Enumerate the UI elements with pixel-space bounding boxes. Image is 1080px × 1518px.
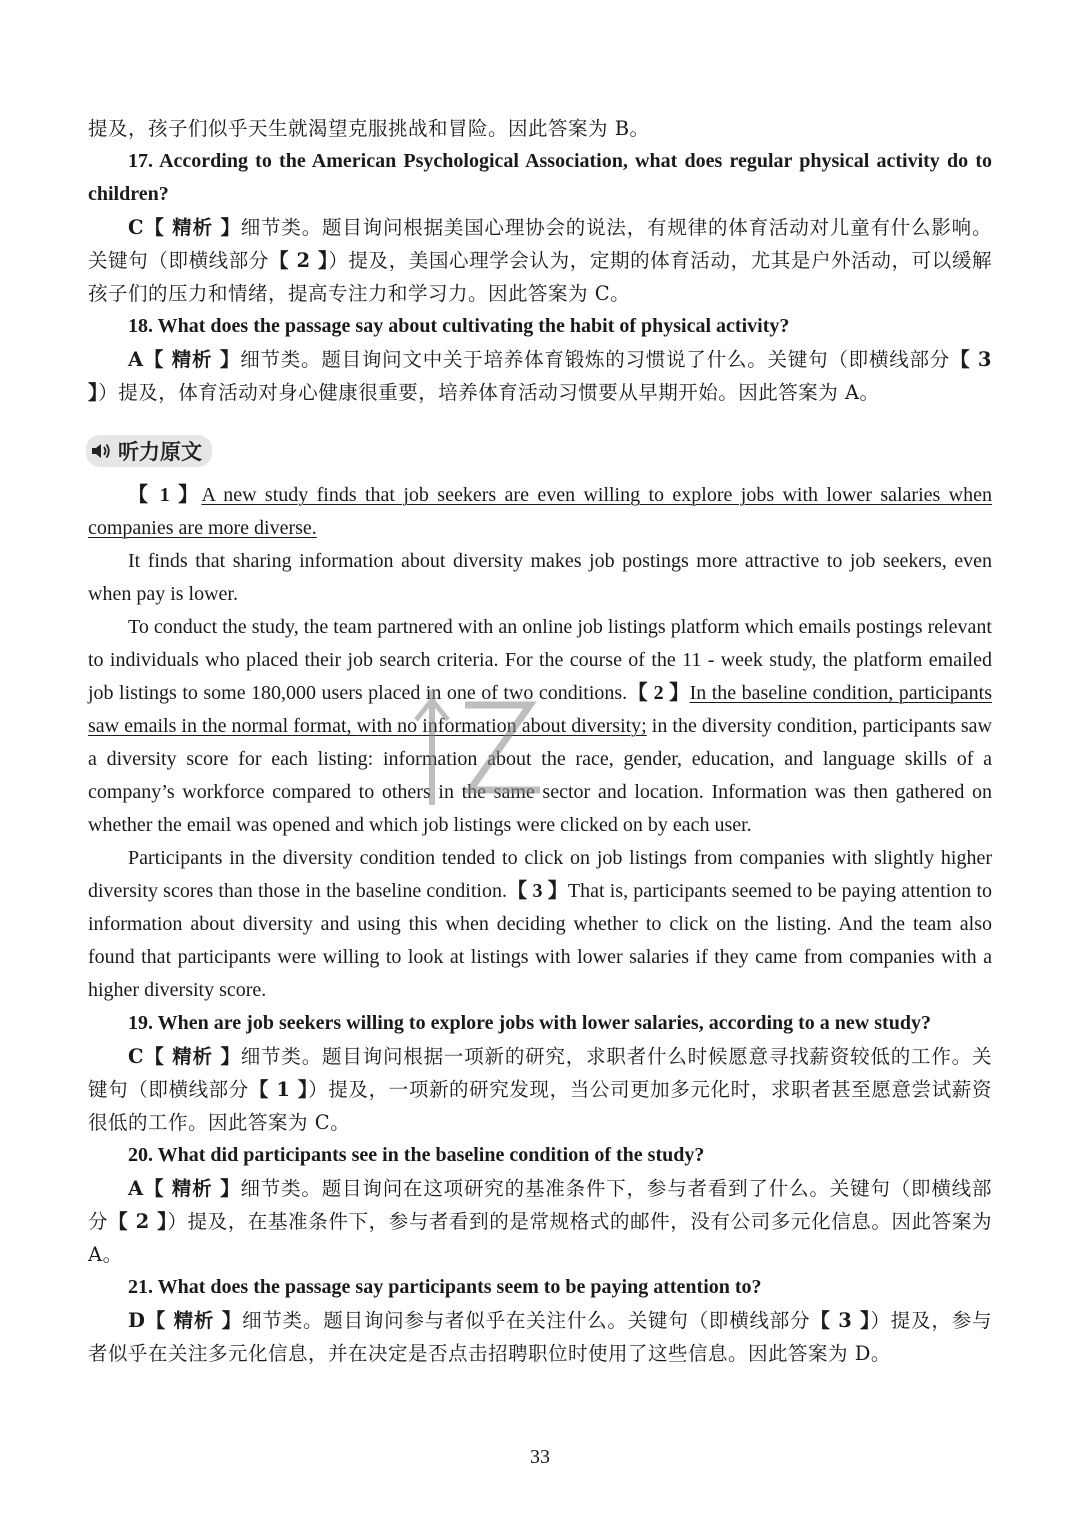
answer-letter: D — [128, 1309, 146, 1332]
transcript-paragraph-3 — [88, 611, 992, 842]
answer-letter: C — [128, 216, 145, 239]
paragraph-text: Participants in the diversity condition tended to click on job listings from companies with slightly higher diversity scores than those in the baseline condition. — [88, 847, 992, 902]
key-marker-2: 【 2 】 — [627, 682, 690, 704]
answer-18 — [88, 343, 992, 409]
analysis-tag: 【 精析 】 — [145, 1309, 243, 1332]
question-17: 17. According to the American Psychological Association, what does regular physical activity do to children? — [88, 150, 992, 205]
answer-21 — [88, 1304, 992, 1370]
analysis-text: ）提及，一项新的研究发现，当公司更加多元化时，求职者甚至愿意尝试薪资很低的工作。因此答案为 C。 — [88, 1078, 992, 1134]
section-title: 听力原文 — [118, 440, 202, 464]
key-sentence-2: In the baseline condition, participants saw emails in the normal format, with no information about diversity; — [88, 682, 992, 737]
transcript-paragraph-2: It finds that sharing information about diversity makes job postings more attractive to job seekers, even when pay is lower. — [88, 550, 992, 605]
page-number: 33 — [530, 1446, 550, 1468]
paragraph-text: To conduct the study, the team partnered with an online job listings platform which emails postings relevant to individuals who placed their job search criteria. For the course of the 11 - week study, the platform emailed job listings to some 180,000 users placed in one of two conditions. — [88, 616, 992, 704]
section-header — [86, 435, 212, 467]
analysis-tag: 【 精析 】 — [143, 1177, 241, 1200]
key-ref: 【 3 】 — [88, 348, 992, 404]
analysis-text: 细节类。题目询问根据美国心理协会的说法，有规律的体育活动对儿童有什么影响。关键句（即横线部分 — [88, 216, 992, 272]
analysis-text: 细节类。题目询问在这项研究的基准条件下，参与者看到了什么。关键句（即横线部分 — [88, 1177, 992, 1233]
continuation-line: 提及，孩子们似乎天生就渴望克服挑战和冒险。因此答案为 B。 — [88, 117, 650, 140]
analysis-text: 细节类。题目询问根据一项新的研究，求职者什么时候愿意寻找薪资较低的工作。关键句（即横线部分 — [88, 1045, 992, 1101]
analysis-text: ）提及，在基准条件下，参与者看到的是常规格式的邮件，没有公司多元化信息。因此答案为 A。 — [88, 1210, 992, 1266]
answer-letter: C — [128, 1045, 145, 1068]
analysis-text: 细节类。题目询问文中关于培养体育锻炼的习惯说了什么。关键句（即横线部分 — [240, 348, 951, 371]
analysis-text: ）提及，参与者似乎在关注多元化信息，并在决定是否点击招聘职位时使用了这些信息。因此答案为 D。 — [88, 1309, 992, 1365]
paragraph-text: That is, participants seemed to be paying attention to information about diversity and using this when deciding whether to click on the listing. And the team also found that participants were willing to look at listings with lower salaries if they came from companies with a higher diversity score. — [88, 880, 993, 1001]
question-18: 18. What does the passage say about cultivating the habit of physical activity? — [128, 315, 790, 337]
transcript-paragraph-1 — [88, 479, 992, 545]
key-marker-3: 【 3 】 — [506, 880, 568, 902]
analysis-text: 细节类。题目询问参与者似乎在关注什么。关键句（即横线部分 — [242, 1309, 811, 1332]
key-sentence-1: A new study finds that job seekers are even willing to explore jobs with lower salaries when companies are more diverse. — [88, 484, 992, 539]
key-ref: 【 1 】 — [248, 1078, 309, 1101]
transcript-paragraph-4 — [88, 842, 992, 1007]
paragraph-text: in the diversity condition, participants saw a diversity score for each listing: information about the race, gender, education, and language skills of a company’s workforce compared to others in the same sector and location. Information was then gathered on whether the email was opened and which job listings were clicked on by each user. — [88, 715, 992, 836]
answer-19 — [88, 1040, 992, 1139]
page-content — [88, 112, 992, 1370]
speaker-icon — [90, 441, 112, 461]
question-20: 20. What did participants see in the baseline condition of the study? — [128, 1144, 705, 1166]
answer-17 — [88, 211, 992, 310]
key-ref: 【 2 】 — [108, 1210, 168, 1233]
analysis-tag: 【 精析 】 — [144, 1045, 241, 1068]
key-marker-1: 【 1 】 — [128, 484, 202, 506]
question-21: 21. What does the passage say participants seem to be paying attention to? — [128, 1276, 762, 1298]
analysis-tag: 【 精析 】 — [144, 216, 241, 239]
key-ref: 【 3 】 — [810, 1309, 871, 1332]
analysis-tag: 【 精析 】 — [143, 348, 241, 371]
answer-letter: A — [128, 348, 144, 371]
key-ref: 【 2 】 — [269, 249, 329, 272]
analysis-text: ）提及，体育活动对身心健康很重要，培养体育活动习惯要从早期开始。因此答案为 A。 — [98, 381, 880, 404]
analysis-text: ）提及，美国心理学会认为，定期的体育活动，尤其是户外活动，可以缓解孩子们的压力和情绪，提高专注力和学习力。因此答案为 C。 — [88, 249, 992, 305]
answer-20 — [88, 1172, 992, 1271]
answer-letter: A — [128, 1177, 144, 1200]
question-19: 19. When are job seekers willing to explore jobs with lower salaries, according to a new study? — [128, 1012, 931, 1034]
